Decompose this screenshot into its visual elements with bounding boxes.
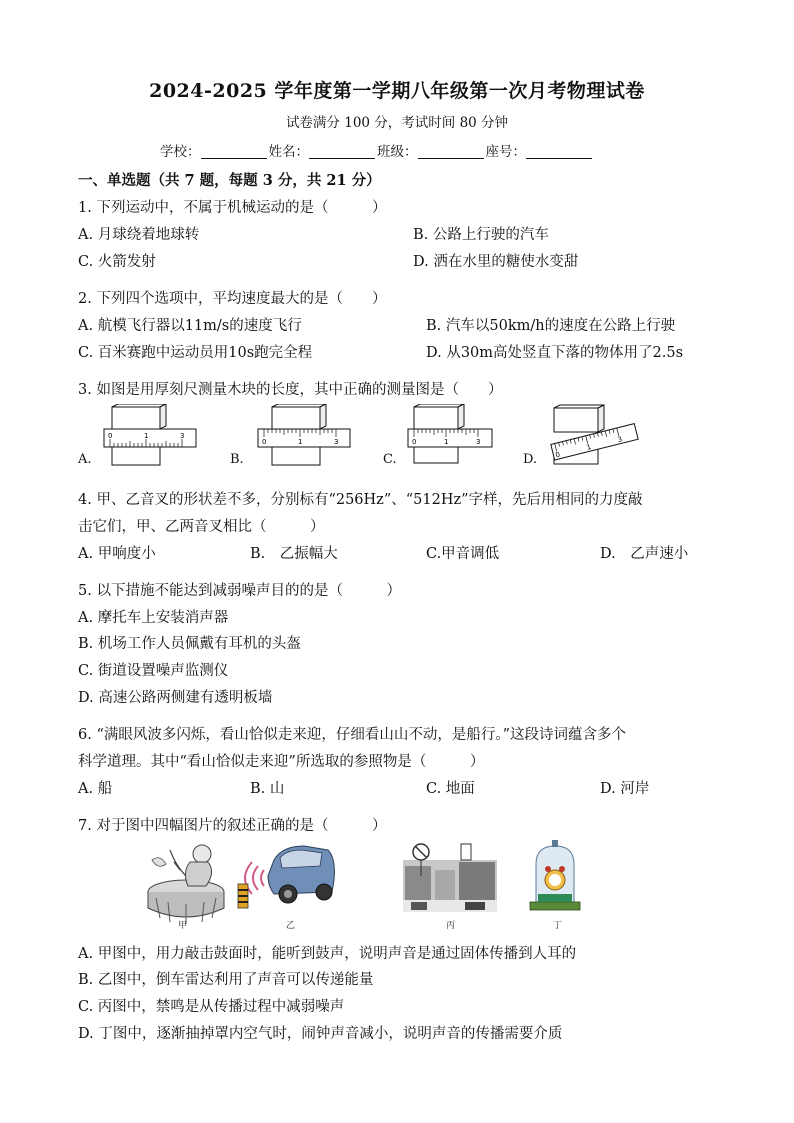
question-5-option-b: B. 机场工作人员佩戴有耳机的头盔 [78,636,301,652]
question-4-option-c: C.甲音调低 [426,546,500,562]
question-4-stem-line1: 4. 甲、乙音叉的形状差不多，分别标有“256Hz”、“512Hz”字样，先后用相同的力度敲 [78,492,643,508]
exam-subtitle: 试卷满分 100 分，考试时间 80 分钟 [285,115,509,131]
question-5-option-a: A. 摩托车上安装消声器 [78,610,229,626]
picture-caption-bing: 丙 [446,921,456,931]
ruler-d-tick-0: 0 [554,450,561,460]
name-blank[interactable] [309,144,375,159]
question-7-stem: 7. 对于图中四幅图片的叙述正确的是（ ） [78,818,387,834]
seat-label: 座号： [485,144,526,160]
ruler-a-tick-3: 3 [180,432,185,440]
bell-jar-picture [526,840,584,914]
question-5-option-c: C. 街道设置噪声监测仪 [78,663,229,679]
question-2-option-a: A. 航模飞行器以11m/s的速度飞行 [78,318,302,334]
ruler-b-tick-3: 3 [334,438,339,446]
drum-picture [146,840,230,932]
question-7-option-d: D. 丁图中，逐渐抽掉罩内空气时，闹钟声音减小，说明声音的传播需要介质 [78,1026,563,1042]
picture-caption-jia: 甲 [178,921,188,931]
question-4-option-b: B. 乙振幅大 [250,546,338,562]
question-7-option-c: C. 丙图中，禁鸣是从传播过程中减弱噪声 [78,999,345,1015]
question-5-option-d: D. 高速公路两侧建有透明板墙 [78,690,273,706]
question-6-option-c: C. 地面 [426,781,475,797]
question-2-stem: 2. 下列四个选项中，平均速度最大的是（ ） [78,291,387,307]
question-6-option-a: A. 船 [78,781,113,797]
picture-caption-ding: 丁 [553,921,563,931]
question-2-option-b: B. 汽车以50km/h的速度在公路上行驶 [426,318,676,334]
student-info-line [160,140,594,160]
ruler-c-tick-0: 0 [412,438,417,446]
question-3-option-b: B. [230,452,244,467]
ruler-c-tick-3: 3 [476,438,481,446]
ruler-a-tick-0: 0 [108,432,113,440]
question-4-stem-line2: 击它们，甲、乙两音叉相比（ ） [78,519,325,535]
question-6-option-d: D. 河岸 [600,781,650,797]
ruler-c-tick-1: 1 [444,438,449,446]
question-6-option-b: B. 山 [250,781,285,797]
school-label: 学校： [160,144,201,160]
question-1-stem: 1. 下列运动中，不属于机械运动的是（ ） [78,200,387,216]
ruler-a-tick-1: 1 [144,432,149,440]
section-title: 一、单选题（共 7 题，每题 3 分，共 21 分） [78,172,381,189]
question-7-option-a: A. 甲图中，用力敲击鼓面时，能听到鼓声，说明声音是通过固体传播到人耳的 [78,946,577,962]
class-blank[interactable] [418,144,484,159]
question-1-option-a: A. 月球绕着地球转 [78,227,200,243]
question-3-stem: 3. 如图是用厚刻尺测量木块的长度，其中正确的测量图是（ ） [78,382,503,398]
question-5-stem: 5. 以下措施不能达到减弱噪声目的的是（ ） [78,583,401,599]
question-4-option-d: D. 乙声速小 [600,546,689,562]
question-6-stem-line1: 6. “满眼风波多闪烁，看山恰似走来迎，仔细看山山不动，是船行。”这段诗词蕴含多个 [78,727,627,743]
name-label: 姓名： [268,144,309,160]
ruler-figure-d [544,404,644,466]
ruler-d-tick-1: 1 [585,442,593,452]
question-1-option-b: B. 公路上行驶的汽车 [413,227,549,243]
ruler-b-tick-0: 0 [262,438,267,446]
question-1-option-d: D. 洒在水里的糖使水变甜 [413,254,579,270]
question-6-stem-line2: 科学道理。其中“看山恰似走来迎”所选取的参照物是（ ） [78,754,485,770]
ruler-b-tick-1: 1 [298,438,303,446]
question-3-option-a: A. [78,452,92,467]
ruler-figure-c [404,404,498,466]
question-3-option-d: D. [523,452,538,467]
ruler-d-tick-3: 3 [616,435,624,445]
seat-blank[interactable] [526,144,592,159]
ruler-figure-a [100,404,200,466]
picture-caption-yi: 乙 [286,921,296,931]
ruler-figure-b [254,404,354,466]
class-label: 班级： [377,144,418,160]
question-3-option-c: C. [383,452,397,467]
exam-title: 2024-2025 学年度第一学期八年级第一次月考物理试卷 [149,80,645,102]
question-2-option-d: D. 从30m高处竖直下落的物体用了2.5s [426,345,684,361]
question-4-option-a: A. 甲响度小 [78,546,156,562]
question-7-option-b: B. 乙图中，倒车雷达利用了声音可以传递能量 [78,972,374,988]
question-1-option-c: C. 火箭发射 [78,254,156,270]
school-blank[interactable] [201,144,267,159]
question-2-option-c: C. 百米赛跑中运动员用10s跑完全程 [78,345,313,361]
